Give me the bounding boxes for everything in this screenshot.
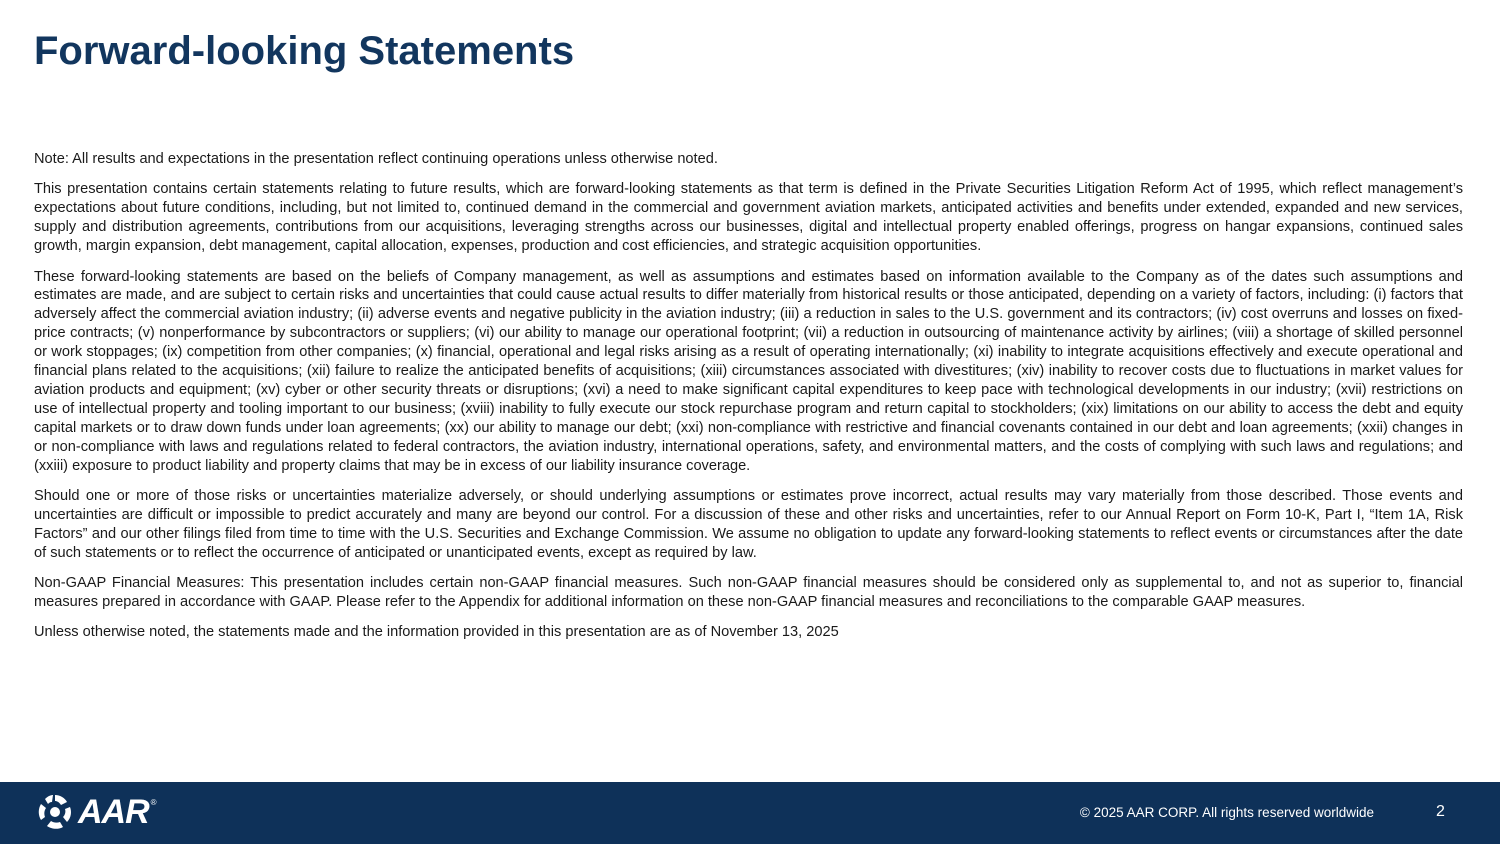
page-number: 2 bbox=[1436, 803, 1445, 820]
risk-factors-paragraph: These forward-looking statements are based on the beliefs of Company management, as well as assumptions and estimates based on information available to the Company as of the dates such assumptions and estimates are made, and are subject to certain risks and uncertainties that could cause actual results to differ materially from historical results or those anticipated, depending on a variety of factors, including: (i) factors that adversely affect the commercial aviation industry; (ii) adverse events and negative publicity in the aviation industry; (iii) a reduction in sales to the U.S. government and its contractors; (iv) cost overruns and losses on fixed-price contracts; (v) nonperformance by subcontractors or suppliers; (vi) our ability to manage our operational footprint; (vii) a reduction in outsourcing of maintenance activity by airlines; (viii) a shortage of skilled personnel or work stoppages; (ix) competition from other companies; (x) financial, operational and legal risks arising as a result of operating internationally; (xi) inability to integrate acquisitions effectively and execute operational and financial plans related to the acquisitions; (xii) failure to realize the anticipated benefits of acquisitions; (xiii) circumstances associated with divestitures; (xiv) inability to recover costs due to fluctuations in market values for aviation products and equipment; (xv) cyber or other security threats or disruptions; (xvi) a need to make significant capital expenditures to keep pace with technological developments in our industry; (xvii) restrictions on use of intellectual property and tooling important to our business; (xviii) inability to fully execute our stock repurchase program and return capital to stockholders; (xix) limitations on our ability to access the debt and equity capital markets or to draw down funds under loan agreements; (xx) our ability to manage our debt; (xxi) non-compliance with restrictive and financial covenants contained in our debt and loan agreements; (xxii) changes in or non-compliance with laws and regulations related to federal contractors, the aviation industry, international operations, safety, and environmental matters, and the costs of complying with such laws and regulations; and (xxiii) exposure to product liability and property claims that may be in excess of our liability insurance coverage. bbox=[34, 268, 1463, 474]
copyright-notice: © 2025 AAR CORP. All rights reserved worldwide bbox=[1079, 805, 1374, 820]
as-of-date-paragraph: Unless otherwise noted, the statements made and the information provided in this presentation are as of November 13, 2025 bbox=[34, 624, 839, 641]
forward-looking-paragraph: This presentation contains certain statements relating to future results, which are forward-looking statements as that term is defined in the Private Securities Litigation Reform Act of 1995, which reflect management’s expectations about future conditions, including, but not limited to, continued demand in the commercial and government aviation markets, anticipated activities and benefits under extended, expanded and new services, supply and distribution agreements, contributions from our acquisitions, leveraging strengths across our businesses, digital and intellectual property enabled offerings, progress on hangar expansions, continued sales growth, margin expansion, debt management, capital allocation, expenses, production and cost efficiencies, and strategic acquisition opportunities. bbox=[34, 181, 1463, 255]
non-gaap-paragraph: Non-GAAP Financial Measures: This presentation includes certain non-GAAP financial measures. Such non-GAAP financial measures should be considered only as supplemental to, and not as superior to, financial measures prepared in accordance with GAAP. Please refer to the Appendix for additional information on these non-GAAP financial measures and reconciliations to the comparable GAAP measures. bbox=[34, 575, 1463, 611]
slide-body bbox=[34, 150, 1463, 654]
aar-emblem-icon bbox=[36, 793, 74, 831]
company-logo bbox=[36, 792, 157, 832]
logo-wordmark: AAR bbox=[78, 793, 149, 831]
slide-title: Forward-looking Statements bbox=[34, 29, 575, 73]
registered-mark: ® bbox=[150, 798, 157, 807]
note-paragraph: Note: All results and expectations in the presentation reflect continuing operations unless otherwise noted. bbox=[34, 151, 718, 167]
uncertainties-paragraph: Should one or more of those risks or uncertainties materialize adversely, or should underlying assumptions or estimates prove incorrect, actual results may vary materially from those described. Those events and uncertainties are difficult or impossible to predict accurately and many are beyond our control. For a discussion of these and other risks and uncertainties, refer to our Annual Report on Form 10-K, Part I, “Item 1A, Risk Factors” and our other filings filed from time to time with the U.S. Securities and Exchange Commission. We assume no obligation to update any forward-looking statements to reflect events or circumstances after the date of such statements or to reflect the occurrence of anticipated or unanticipated events, except as required by law. bbox=[34, 488, 1463, 561]
footer-bar bbox=[0, 782, 1500, 844]
